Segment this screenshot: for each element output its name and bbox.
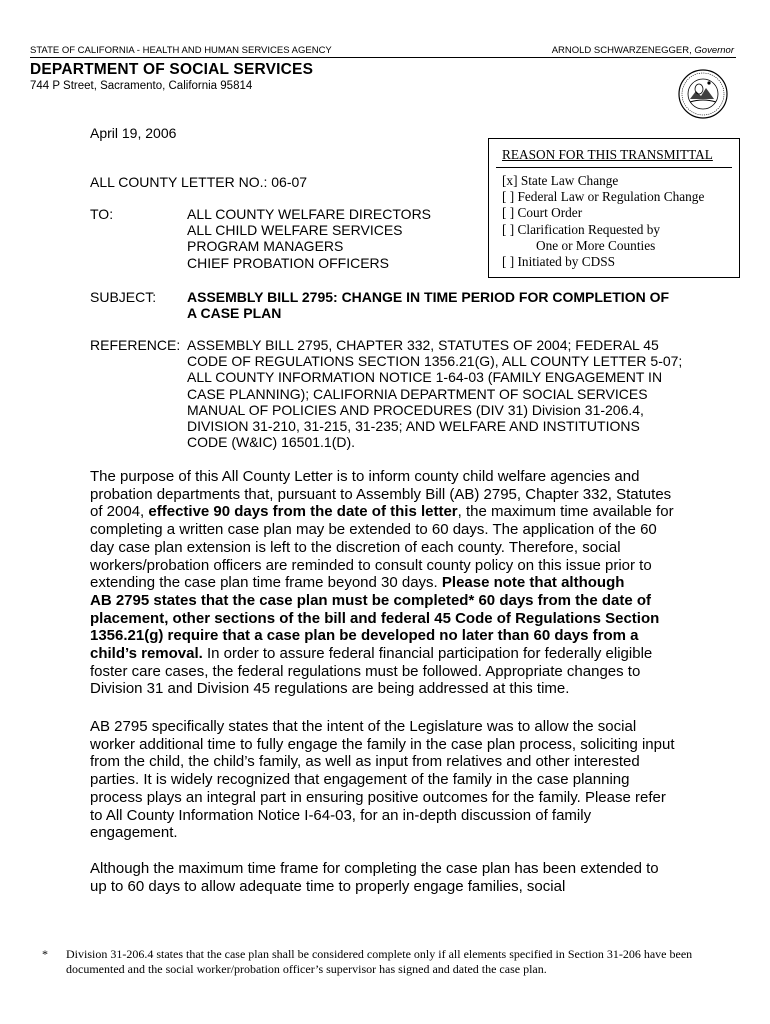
reference-text: [187, 337, 682, 450]
reason-box-title: REASON FOR THIS TRANSMITTAL: [502, 147, 713, 162]
reason-item: [ ] Clarification Requested by: [502, 221, 661, 237]
reason-box-items: [502, 173, 704, 270]
reference-line: MANUAL OF POLICIES AND PROCEDURES (DIV 31) Division 31-206.4,: [187, 401, 644, 418]
reason-item: [ ] Federal Law or Regulation Change: [502, 189, 705, 205]
paragraph-line: workers/probation officers are reminded to consult county policy on this issue prior to: [90, 556, 652, 574]
paragraph-line: Division 31 and Division 45 regulations are being addressed at this time.: [90, 680, 570, 698]
agency-name: STATE OF CALIFORNIA - HEALTH AND HUMAN SERVICES AGENCY: [30, 45, 332, 56]
recipient: PROGRAM MANAGERS: [187, 238, 344, 255]
subject-line: A CASE PLAN: [187, 305, 282, 322]
reference-line: ASSEMBLY BILL 2795, CHAPTER 332, STATUTES OF 2004; FEDERAL 45: [187, 337, 659, 353]
reference-line: CASE PLANNING); CALIFORNIA DEPARTMENT OF SOCIAL SERVICES: [187, 385, 648, 402]
reference-label: REFERENCE:: [90, 337, 181, 353]
paragraph-line: completing a written case plan may be extended to 60 days. The application of the 60: [90, 521, 657, 539]
paragraph-line: day case plan extension is left to the discretion of each county. Therefore, social: [90, 538, 621, 556]
paragraph-line: The purpose of this All County Letter is to inform county child welfare agencies and: [90, 468, 640, 485]
emphasis-note: Please note that although: [441, 574, 625, 592]
footnote-line: Division 31-206.4 states that the case plan shall be considered complete only if all elements specified in Section 31-206 have been: [66, 947, 693, 961]
governor-line: [552, 45, 734, 56]
paragraph-line: engagement.: [90, 824, 178, 842]
state-seal-icon: [678, 69, 728, 119]
recipient: ALL COUNTY WELFARE DIRECTORS: [187, 206, 432, 222]
subject-line: ASSEMBLY BILL 2795: CHANGE IN TIME PERIOD FOR COMPLETION OF: [187, 289, 670, 305]
paragraph-line: up to 60 days to allow adequate time to properly engage families, social: [90, 877, 566, 895]
subject-text: [187, 289, 669, 321]
footnote-marker: *: [42, 947, 48, 961]
reason-item: [x] State Law Change: [502, 173, 619, 188]
paragraph-line: Although the maximum time frame for completing the case plan has been extended to: [90, 860, 659, 877]
recipient: CHIEF PROBATION OFFICERS: [187, 254, 389, 271]
paragraph-line: from the child, the child’s family, as well as input from relatives and other interested: [90, 753, 640, 771]
paragraph-line: parties. It is widely recognized that engagement of the family in the case planning: [90, 771, 630, 789]
paragraph-line-bold: AB 2795 states that the case plan must be completed* 60 days from the date of: [90, 591, 652, 609]
department-name: DEPARTMENT OF SOCIAL SERVICES: [30, 61, 314, 78]
paragraph-line: [90, 503, 690, 521]
paragraph-line: to All County Information Notice I-64-03, for an in-depth discussion of family: [90, 806, 592, 824]
paragraph-line: AB 2795 specifically states that the intent of the Legislature was to allow the social: [90, 718, 637, 735]
text-run: extending the case plan time frame beyond 30 days.: [90, 574, 442, 592]
paragraph-line-bold: placement, other sections of the bill and federal 45 Code of Regulations Section: [90, 609, 660, 627]
body-paragraph-3: [90, 860, 690, 895]
paragraph-line: probation departments that, pursuant to Assembly Bill (AB) 2795, Chapter 332, Statutes: [90, 485, 672, 503]
text-run: In order to assure federal financial participation for federally eligible: [202, 645, 653, 663]
reason-for-transmittal-box: [488, 138, 740, 278]
reason-item: One or More Counties: [536, 237, 656, 253]
header-rule: [30, 57, 736, 58]
subject-label: SUBJECT:: [90, 289, 157, 305]
paragraph-line: process plays an integral part in ensuring positive outcomes for the family. Please refer: [90, 788, 666, 806]
reference-line: DIVISION 31-210, 31-215, 31-235; AND WELFARE AND INSTITUTIONS: [187, 418, 640, 435]
paragraph-line: [90, 574, 690, 592]
governor-title: Governor: [694, 45, 734, 56]
text-run: , the maximum time available for: [457, 503, 674, 521]
recipient: ALL CHILD WELFARE SERVICES: [187, 222, 403, 239]
paragraph-line-bold: 1356.21(g) require that a case plan be developed no later than 60 days from a: [90, 627, 639, 645]
letter-number: ALL COUNTY LETTER NO.: 06-07: [90, 174, 308, 190]
emphasis-removal: child’s removal.: [90, 645, 203, 663]
letter-date: April 19, 2006: [90, 125, 177, 141]
reference-line: ALL COUNTY INFORMATION NOTICE 1-64-03 (FAMILY ENGAGEMENT IN: [187, 369, 663, 386]
reference-line: CODE (W&IC) 16501.1(D).: [187, 434, 356, 451]
text-run: of 2004,: [90, 503, 149, 521]
emphasis-effective-date: effective 90 days from the date of this letter: [148, 503, 458, 521]
governor-name: ARNOLD SCHWARZENEGGER,: [551, 45, 692, 56]
paragraph-line: worker additional time to fully engage the family in the case plan process, soliciting input: [90, 735, 675, 753]
to-label: TO:: [90, 206, 114, 222]
reason-item: [ ] Initiated by CDSS: [502, 254, 616, 270]
recipient-list: [187, 206, 431, 271]
reason-item: [ ] Court Order: [502, 205, 583, 221]
reference-line: CODE OF REGULATIONS SECTION 1356.21(G), ALL COUNTY LETTER 5-07;: [187, 353, 683, 370]
footnote-text: [66, 947, 692, 977]
paragraph-line: foster care cases, the federal regulations must be followed. Appropriate changes to: [90, 662, 641, 680]
paragraph-line: [90, 645, 690, 663]
reason-box-divider: [496, 167, 732, 168]
body-paragraph-2: [90, 718, 690, 842]
body-paragraph-1: [90, 468, 690, 698]
footnote-line: documented and the social worker/probation officer’s supervisor has signed and dated the case plan.: [66, 962, 547, 976]
department-address: 744 P Street, Sacramento, California 95814: [30, 80, 253, 92]
